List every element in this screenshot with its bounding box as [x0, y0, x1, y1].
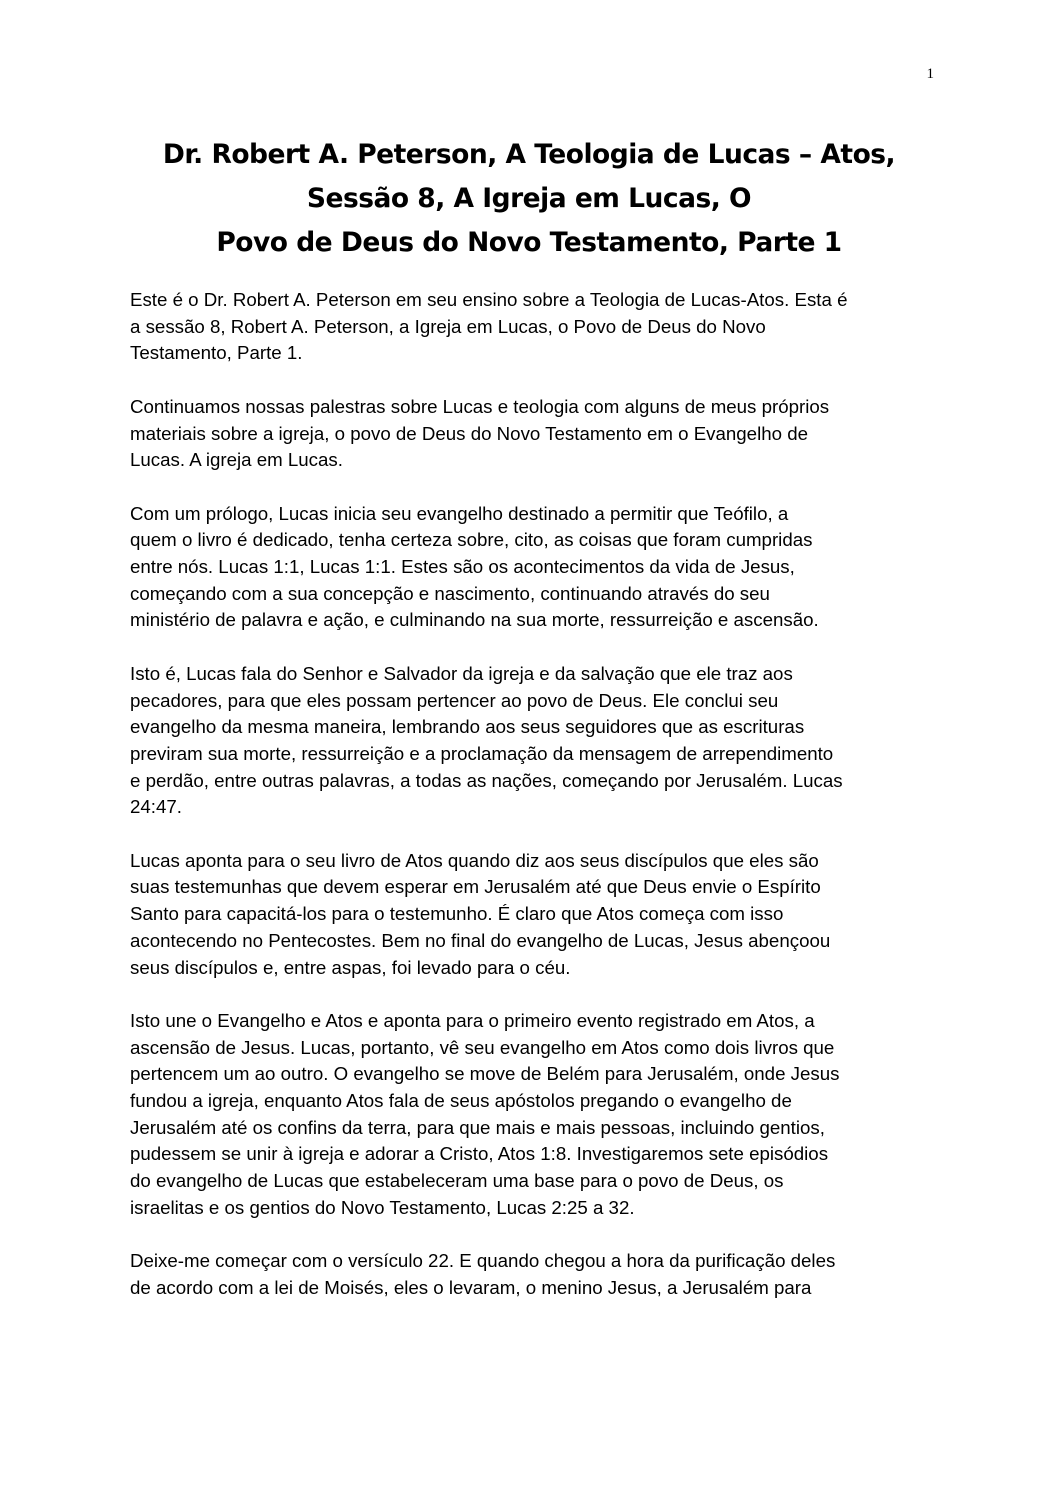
text-line: começando com a sua concepção e nascimento, continuando através do seu: [130, 582, 770, 604]
paragraph: [130, 394, 930, 474]
text-line: Lucas aponta para o seu livro de Atos quando diz aos seus discípulos que eles são: [130, 849, 819, 871]
text-line: evangelho da mesma maneira, lembrando aos seus seguidores que as escrituras: [130, 716, 805, 738]
text-line: ministério de palavra e ação, e culminando na sua morte, ressurreição e ascensão.: [130, 609, 819, 631]
text-line: acontecendo no Pentecostes. Bem no final do evangelho de Lucas, Jesus abençoou: [130, 929, 831, 951]
text-line: a sessão 8, Robert A. Peterson, a Igreja em Lucas, o Povo de Deus do Novo: [130, 315, 766, 337]
text-line: Isto é, Lucas fala do Senhor e Salvador da igreja e da salvação que ele traz aos: [130, 662, 793, 684]
text-line: pertencem um ao outro. O evangelho se move de Belém para Jerusalém, onde Jesus: [130, 1063, 840, 1085]
text-line: pecadores, para que eles possam pertencer ao povo de Deus. Ele conclui seu: [130, 689, 779, 711]
text-line: seus discípulos e, entre aspas, foi levado para o céu.: [130, 956, 571, 978]
text-line: suas testemunhas que devem esperar em Jerusalém até que Deus envie o Espírito: [130, 876, 821, 898]
text-line: Lucas. A igreja em Lucas.: [130, 449, 343, 471]
text-line: Continuamos nossas palestras sobre Lucas e teologia com alguns de meus próprios: [130, 395, 830, 417]
document-title: [0, 133, 1058, 265]
text-line: previram sua morte, ressurreição e a proclamação da mensagem de arrependimento: [130, 742, 834, 764]
paragraph: [130, 848, 930, 982]
paragraph: [130, 287, 930, 367]
text-line: pudessem se unir à igreja e adorar a Cristo, Atos 1:8. Investigaremos sete episódios: [130, 1143, 829, 1165]
text-line: e perdão, entre outras palavras, a todas as nações, começando por Jerusalém. Lucas: [130, 769, 843, 791]
document-body: [130, 287, 930, 1328]
text-line: Com um prólogo, Lucas inicia seu evangelho destinado a permitir que Teófilo, a: [130, 502, 789, 524]
text-line: Isto une o Evangelho e Atos e aponta para o primeiro evento registrado em Atos, a: [130, 1009, 815, 1031]
paragraph: [130, 501, 930, 635]
text-line: de acordo com a lei de Moisés, eles o levaram, o menino Jesus, a Jerusalém para: [130, 1276, 812, 1298]
text-line: Deixe-me começar com o versículo 22. E quando chegou a hora da purificação deles: [130, 1250, 836, 1272]
text-line: 24:47.: [130, 796, 182, 818]
text-line: entre nós. Lucas 1:1, Lucas 1:1. Estes são os acontecimentos da vida de Jesus,: [130, 556, 795, 577]
paragraph: [130, 1008, 930, 1222]
title-line: Sessão 8, A Igreja em Lucas, O: [306, 183, 752, 214]
text-line: Testamento, Parte 1.: [130, 342, 303, 364]
text-line: quem o livro é dedicado, tenha certeza sobre, cito, as coisas que foram cumpridas: [130, 529, 813, 551]
text-line: Jerusalém até os confins da terra, para que mais e mais pessoas, incluindo gentios,: [130, 1116, 825, 1138]
text-line: fundou a igreja, enquanto Atos fala de seus apóstolos pregando o evangelho de: [130, 1090, 792, 1112]
paragraph: [130, 1248, 930, 1301]
text-line: Este é o Dr. Robert A. Peterson em seu ensino sobre a Teologia de Lucas-Atos. Esta é: [130, 289, 848, 310]
text-line: ascensão de Jesus. Lucas, portanto, vê seu evangelho em Atos como dois livros que: [130, 1036, 835, 1058]
title-line: Povo de Deus do Novo Testamento, Parte 1: [216, 227, 842, 258]
text-line: israelitas e os gentios do Novo Testamento, Lucas 2:25 a 32.: [130, 1196, 635, 1218]
text-line: Santo para capacitá-los para o testemunho. É claro que Atos começa com isso: [130, 903, 784, 925]
text-line: do evangelho de Lucas que estabeleceram uma base para o povo de Deus, os: [130, 1170, 784, 1192]
title-line: Dr. Robert A. Peterson, A Teologia de Lucas – Atos,: [162, 139, 896, 170]
paragraph: [130, 661, 930, 821]
text-line: materiais sobre a igreja, o povo de Deus do Novo Testamento em o Evangelho de: [130, 422, 808, 444]
page-number: 1: [926, 66, 934, 82]
